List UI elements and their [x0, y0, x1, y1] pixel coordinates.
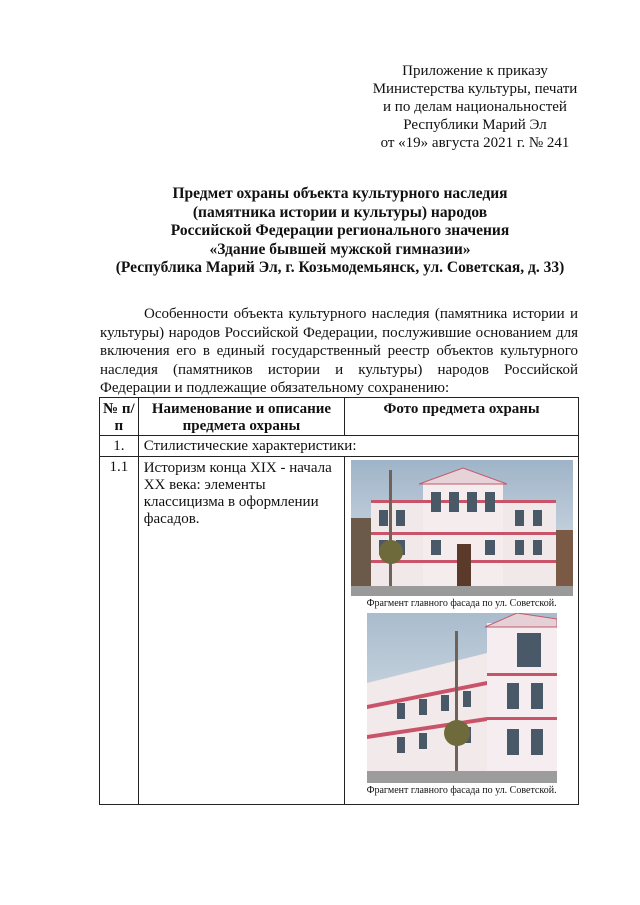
intro-text: Особенности объекта культурного наследия (памятника истории и культуры) народов Российской Федерации, послужившие основанием для включения его в единый государственный реестр объектов культурного наследия (памятников истории и культуры) народов Российской Федерации и подлежащие обязательному сохранению:	[100, 306, 578, 396]
photo-caption-1: Фрагмент главного фасада по ул. Советской.	[366, 598, 557, 609]
approval-line: Приложение к приказу	[402, 63, 548, 79]
table-header-row	[100, 398, 579, 436]
header-photo: Фото предмета охраны	[345, 398, 579, 436]
row-description: Историзм конца XIX - начала XX века: элементы классицизма в оформлении фасадов.	[143, 460, 332, 527]
header-name: Наименование и описание предмета охраны	[138, 398, 344, 436]
header-num: № п/п	[100, 398, 139, 436]
title-line: Предмет охраны объекта культурного наследия	[172, 185, 508, 202]
document-title	[100, 185, 580, 278]
table-row	[100, 436, 579, 457]
title-line: (памятника истории и культуры) народов	[192, 203, 488, 221]
title-line: Российской Федерации регионального значения	[170, 222, 510, 239]
facade-photo-2	[367, 613, 557, 783]
row-description-cell	[138, 457, 344, 805]
row-num: 1.1	[100, 457, 139, 805]
approval-line: Республики Марий Эл	[403, 117, 547, 133]
approval-block	[355, 62, 595, 152]
section-label: Стилистические характеристики:	[138, 436, 578, 457]
photo-caption-2: Фрагмент главного фасада по ул. Советской.	[366, 785, 557, 796]
protection-table	[99, 397, 579, 805]
title-line: (Республика Марий Эл, г. Козьмодемьянск, ул. Советская, д. 33)	[115, 259, 565, 276]
intro-paragraph	[100, 305, 578, 398]
approval-line: Министерства культуры, печати	[372, 81, 578, 97]
approval-line: и по делам национальностей	[383, 99, 567, 115]
facade-photo-1	[351, 460, 573, 596]
title-line: «Здание бывшей мужской гимназии»	[209, 240, 471, 258]
approval-line: от «19» августа 2021 г. № 241	[380, 135, 570, 151]
photo-cell	[345, 457, 579, 805]
table-row	[100, 457, 579, 805]
section-num: 1.	[100, 436, 139, 457]
